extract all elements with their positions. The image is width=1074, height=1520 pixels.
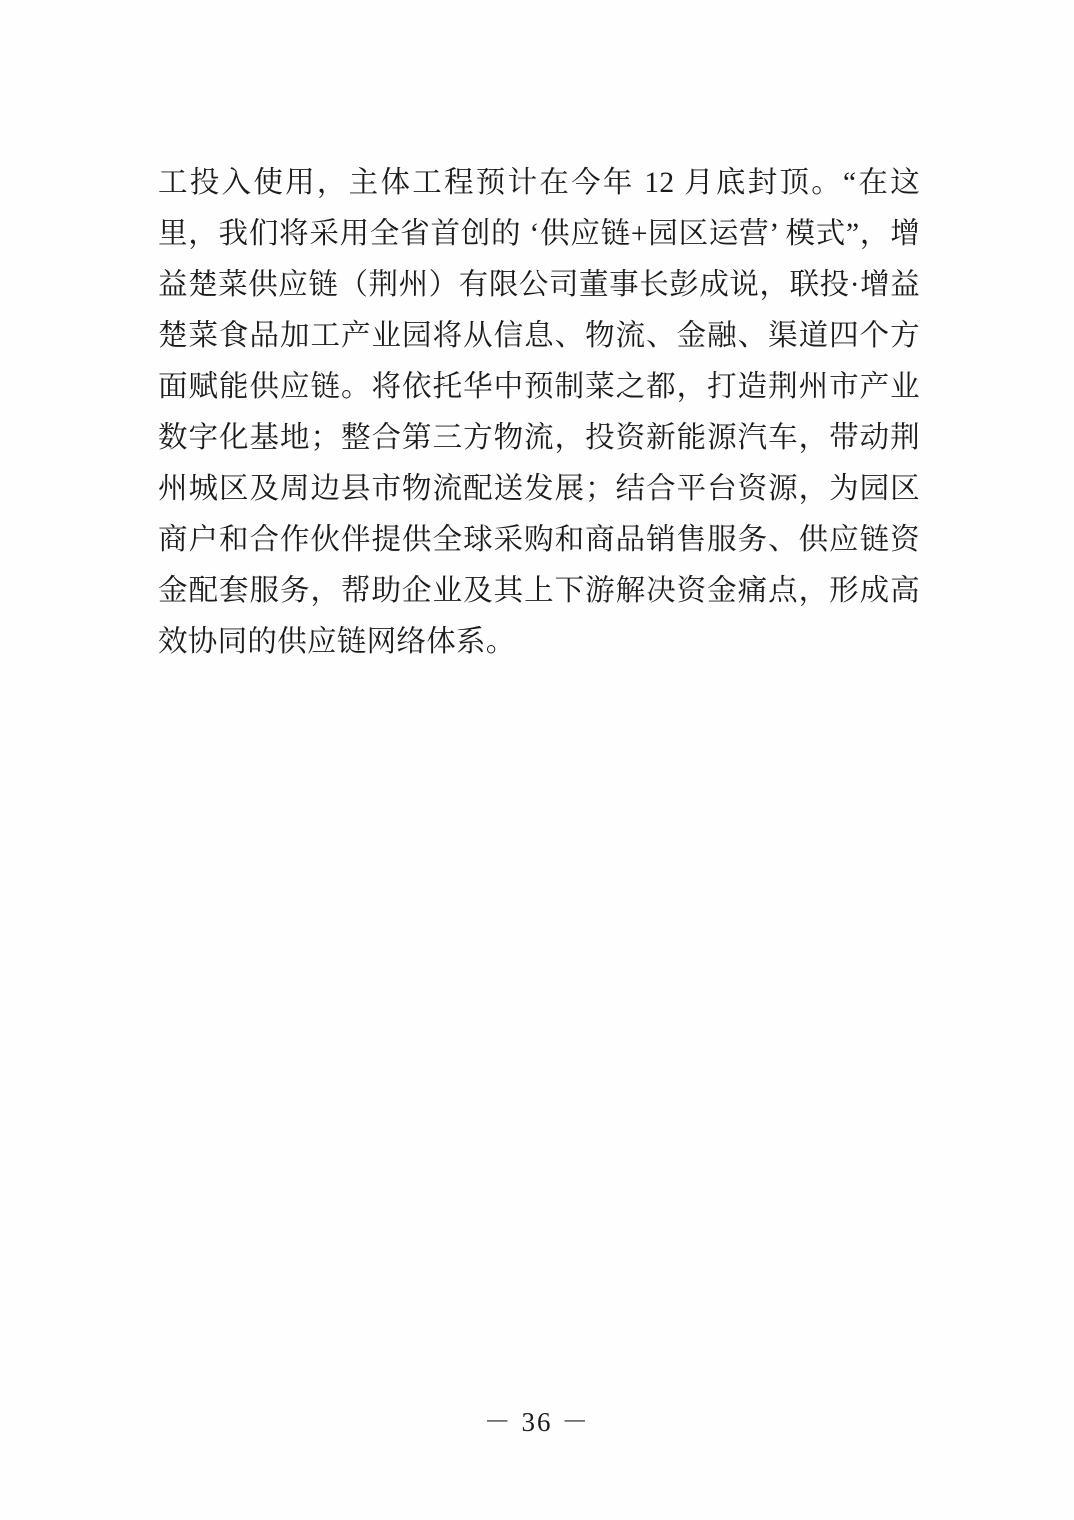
page-number: － 36 － [483,1407,591,1437]
body-paragraph: 工投入使用，主体工程预计在今年 12 月底封顶。“在这里，我们将采用全省首创的 ‘供应链+园区运营’ 模式”，增益楚菜供应链（荆州）有限公司董事长彭成说，联投·增益楚菜食品加工产业园将从信息、物流、金融、渠道四个方面赋能供应链。将依托华中预制菜之都，打造荆州市产业数字化基地；整合第三方物流，投资新能源汽车，带动荆州城区及周边县市物流配送发展；结合平台资源，为园区商户和合作伙伴提供全球采购和商品销售服务、供应链资金配套服务，帮助企业及其上下游解决资金痛点，形成高效协同的供应链网络体系。 [158,166,920,658]
